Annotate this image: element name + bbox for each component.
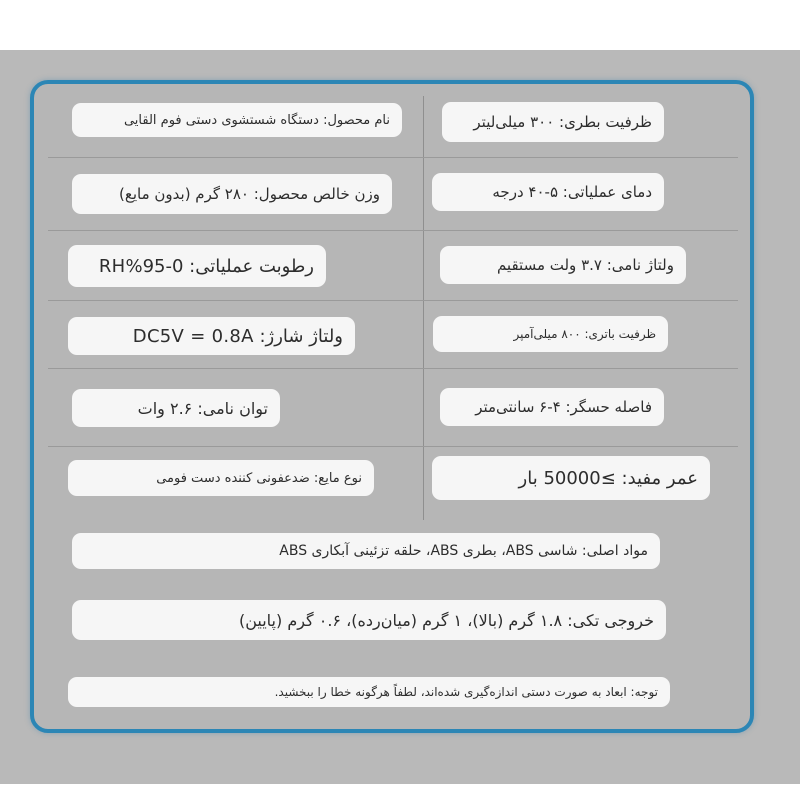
spec-rated-power: توان نامی: ۲.۶ وات — [72, 389, 280, 427]
row-separator — [48, 300, 738, 301]
spec-operating-humidity: رطوبت عملیاتی: 0-95%RH — [68, 245, 326, 287]
measurement-note: توجه: ابعاد به صورت دستی اندازه‌گیری شده‌اند، لطفاً هرگونه خطا را ببخشید. — [68, 677, 670, 707]
row-separator — [48, 368, 738, 369]
spec-net-weight: وزن خالص محصول: ۲۸۰ گرم (بدون مایع) — [72, 174, 392, 214]
spec-sensor-distance: فاصله حسگر: ۴-۶ سانتی‌متر — [440, 388, 664, 426]
spec-materials: مواد اصلی: شاسی ABS، بطری ABS، حلقه تزئینی آبکاری ABS — [72, 533, 660, 569]
spec-operating-temp: دمای عملیاتی: ۵-۴۰ درجه — [432, 173, 664, 211]
spec-rated-voltage: ولتاژ نامی: ۳.۷ ولت مستقیم — [440, 246, 686, 284]
spec-bottle-capacity: ظرفیت بطری: ۳۰۰ میلی‌لیتر — [442, 102, 664, 142]
row-separator — [48, 446, 738, 447]
spec-battery-capacity: ظرفیت باتری: ۸۰۰ میلی‌آمپر — [433, 316, 668, 352]
spec-service-life: عمر مفید: ≥50000 بار — [432, 456, 710, 500]
spec-single-output: خروجی تکی: ۱.۸ گرم (بالا)، ۱ گرم (میان‌رده)، ۰.۶ گرم (پایین) — [72, 600, 666, 640]
column-divider — [423, 96, 424, 520]
row-separator — [48, 157, 738, 158]
spec-charging-voltage: ولتاژ شارژ: DC5V = 0.8A — [68, 317, 355, 355]
row-separator — [48, 230, 738, 231]
spec-liquid-type: نوع مایع: ضدعفونی کننده دست فومی — [68, 460, 374, 496]
spec-product-name: نام محصول: دستگاه شستشوی دستی فوم القایی — [72, 103, 402, 137]
